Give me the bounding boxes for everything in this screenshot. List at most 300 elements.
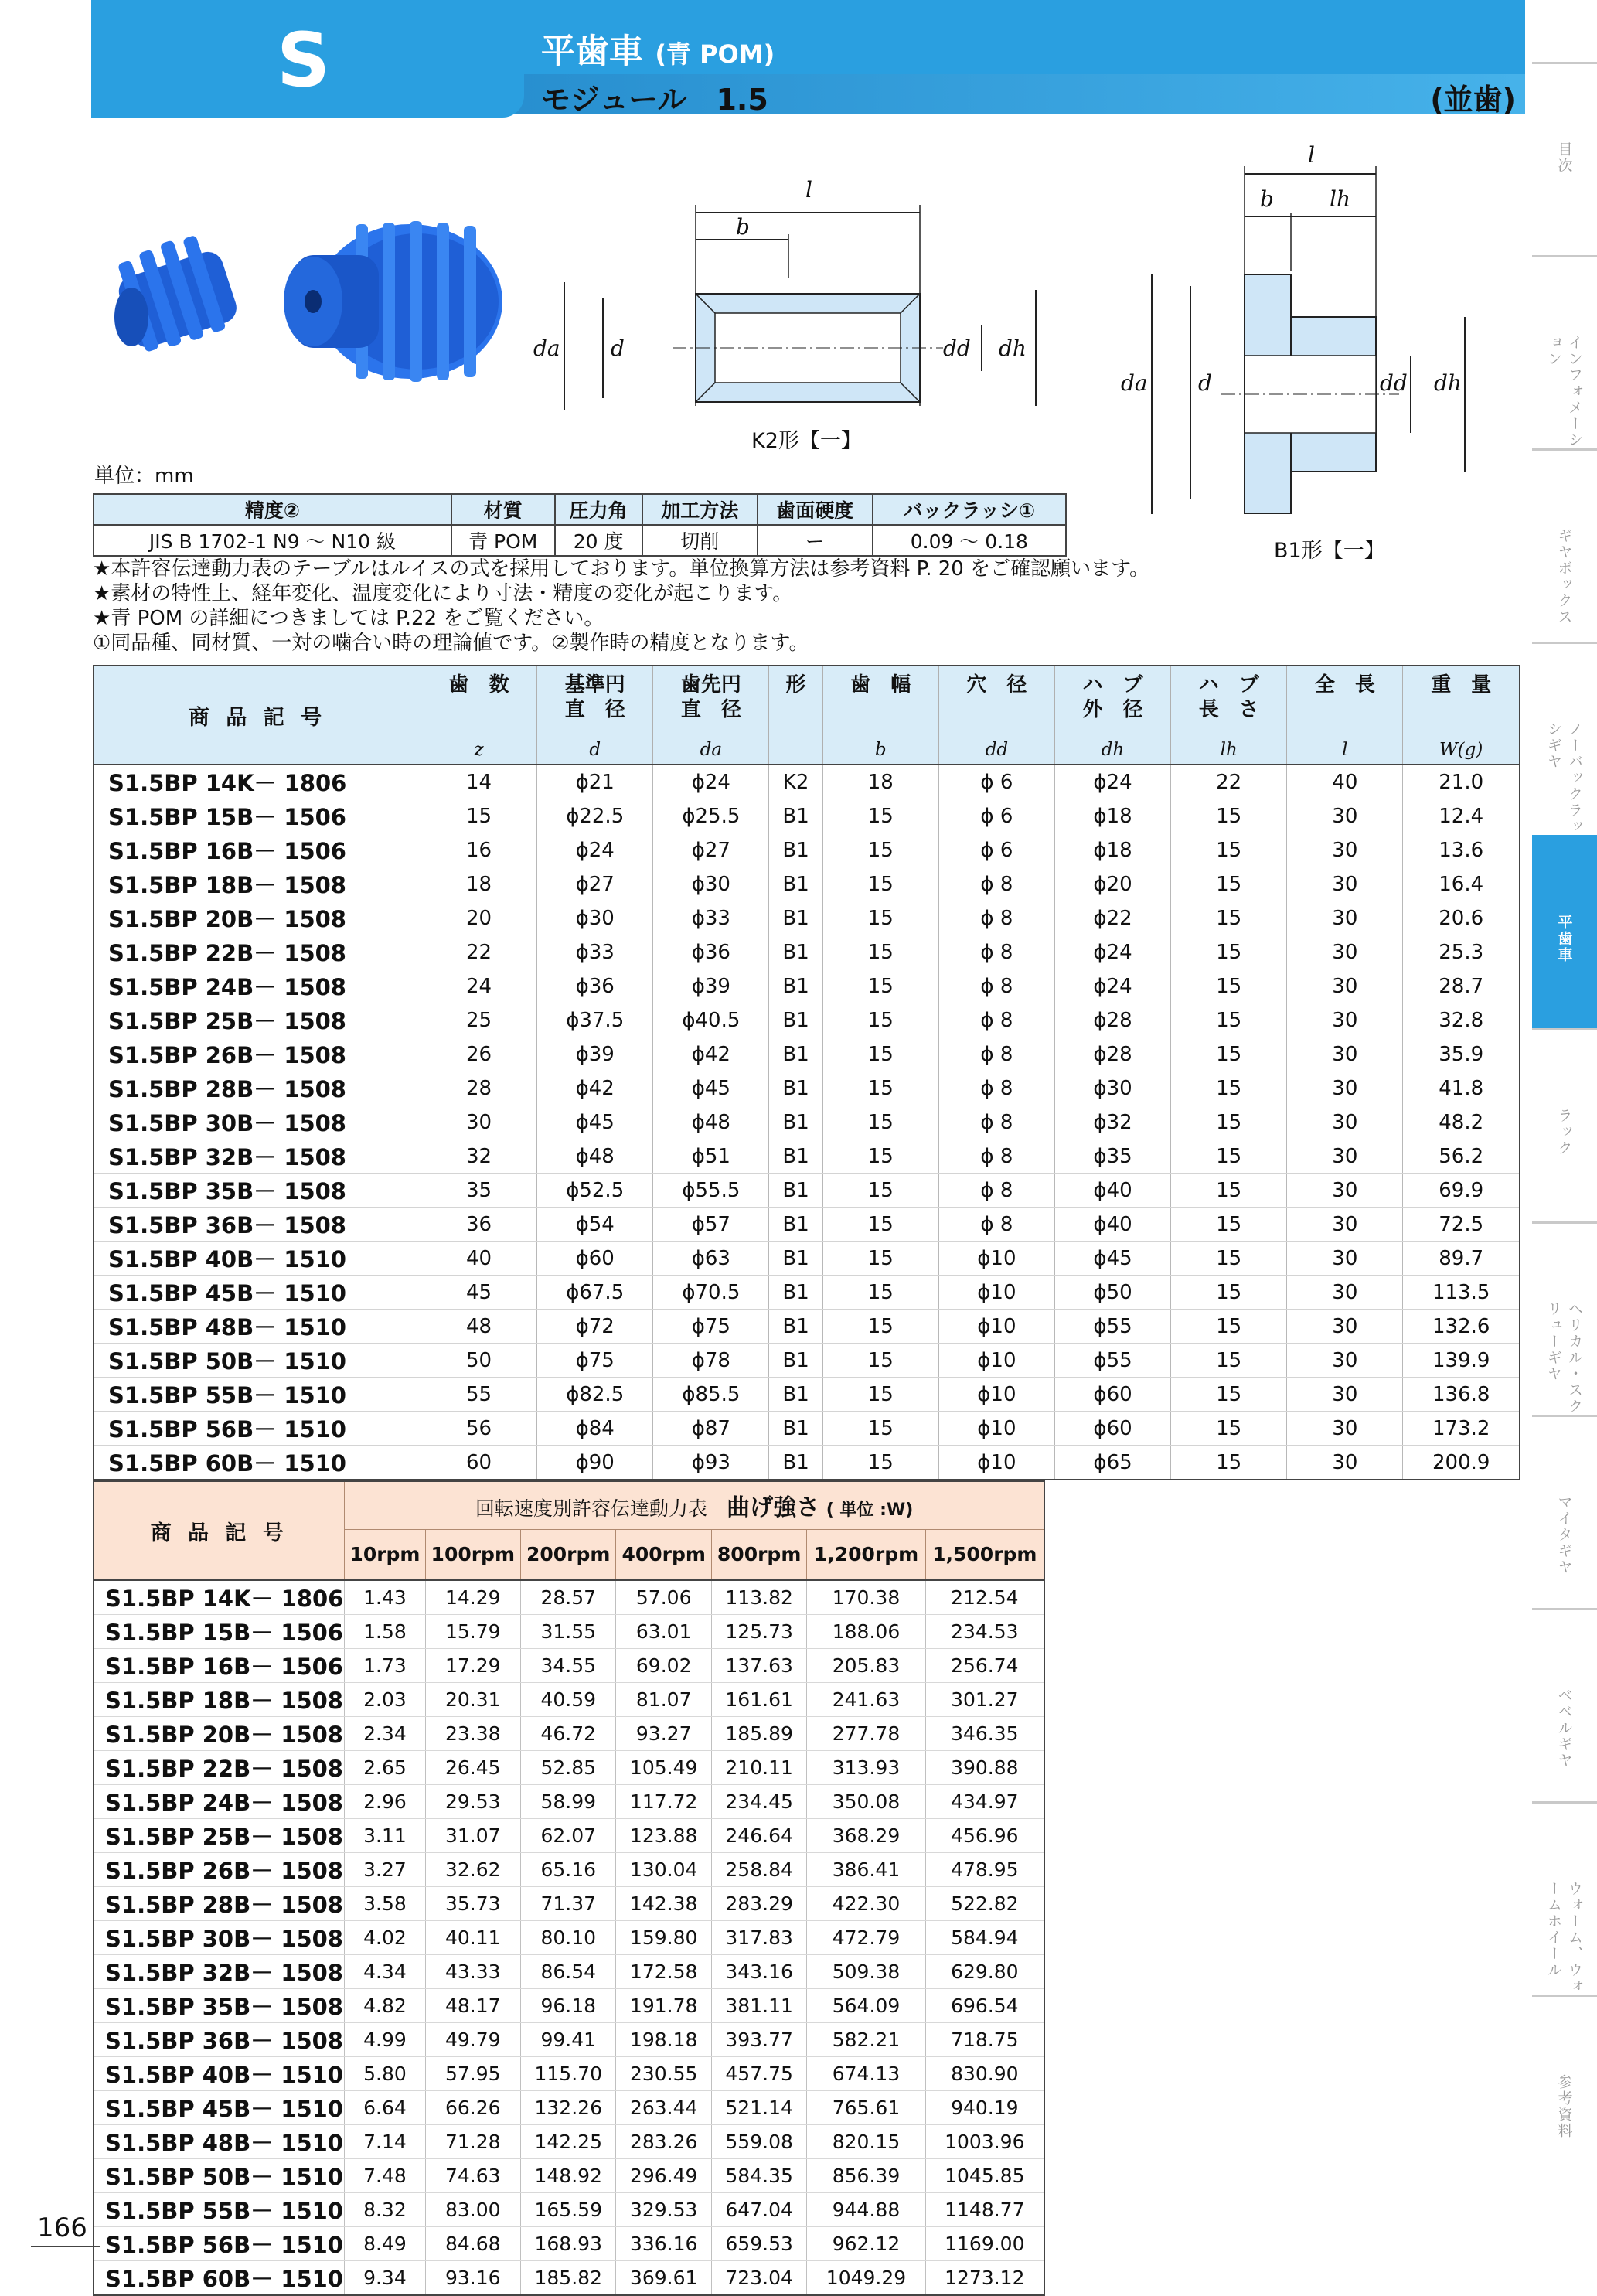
power-cell: 584.94 [925, 1921, 1044, 1955]
spec-header: 材質 [451, 494, 555, 525]
table-cell: 30 [1287, 969, 1403, 1003]
power-cell: 65.16 [521, 1853, 616, 1887]
table-cell: 21.0 [1403, 765, 1520, 799]
power-cell: 256.74 [925, 1649, 1044, 1683]
table-row [94, 1615, 1044, 1649]
table-row [94, 1887, 1044, 1921]
table-cell: ϕ28 [1054, 1037, 1170, 1071]
power-cell: 57.06 [616, 1580, 711, 1615]
power-cell: 478.95 [925, 1853, 1044, 1887]
power-cell: 40.11 [425, 1921, 520, 1955]
table-cell: 30 [1287, 1071, 1403, 1105]
power-cell: 212.54 [925, 1580, 1044, 1615]
power-cell: 142.38 [616, 1887, 711, 1921]
table-cell: ϕ50 [1054, 1276, 1170, 1310]
spec-cell: JIS B 1702-1 N9 〜 N10 級 [94, 525, 451, 556]
power-cell: 263.44 [616, 2091, 711, 2125]
table-cell: ϕ70.5 [653, 1276, 769, 1310]
table-cell: 30 [1287, 901, 1403, 935]
product-code: S1.5BP 35B－ 1508 [94, 1174, 421, 1208]
table-cell: ϕ55.5 [653, 1174, 769, 1208]
spec-cell: 青 POM [451, 525, 555, 556]
table-cell: 15 [822, 1276, 938, 1310]
b1-label-da: da [1121, 370, 1148, 396]
power-cell: 2.96 [345, 1785, 425, 1819]
table-cell: 200.9 [1403, 1446, 1520, 1480]
table-row [94, 969, 1520, 1003]
table-cell: B1 [769, 1446, 822, 1480]
table-cell: B1 [769, 1310, 822, 1344]
table-cell: B1 [769, 1208, 822, 1242]
table-cell: 15 [1171, 1344, 1287, 1378]
table-cell: 15 [1171, 1378, 1287, 1412]
power-cell: 1.73 [345, 1649, 425, 1683]
power-cell: 165.59 [521, 2193, 616, 2227]
power-table [93, 1480, 1045, 2296]
table-cell: ϕ24 [653, 765, 769, 799]
power-cell: 32.62 [425, 1853, 520, 1887]
power-cell: 168.93 [521, 2227, 616, 2261]
spec-header: 加工方法 [642, 494, 758, 525]
column-header: 歯 数 [421, 666, 537, 737]
power-cell: 185.82 [521, 2261, 616, 2296]
power-cell: 7.48 [345, 2159, 425, 2193]
power-cell: 296.49 [616, 2159, 711, 2193]
product-code: S1.5BP 14K－ 1806 [94, 1580, 345, 1615]
table-row [94, 1446, 1520, 1480]
table-cell: 30 [1287, 1310, 1403, 1344]
code-column-header: 商 品 記 号 [94, 666, 421, 765]
power-cell: 329.53 [616, 2193, 711, 2227]
table-row [94, 1717, 1044, 1751]
column-symbol: dd [938, 737, 1054, 765]
table-cell: 55 [421, 1378, 537, 1412]
table-cell: 30 [1287, 935, 1403, 969]
table-cell: 25 [421, 1003, 537, 1037]
column-symbol: lh [1171, 737, 1287, 765]
page-number-rule [31, 2246, 100, 2247]
table-cell: 15 [822, 935, 938, 969]
power-cell: 93.16 [425, 2261, 520, 2296]
product-code: S1.5BP 40B－ 1510 [94, 2057, 345, 2091]
table-cell: ϕ 8 [938, 1071, 1054, 1105]
power-cell: 659.53 [711, 2227, 806, 2261]
spec-header: バックラッシ① [873, 494, 1066, 525]
table-cell: 22 [421, 935, 537, 969]
table-cell: 15 [822, 799, 938, 833]
power-cell: 48.17 [425, 1989, 520, 2023]
power-cell: 86.54 [521, 1955, 616, 1989]
power-cell: 940.19 [925, 2091, 1044, 2125]
table-cell: ϕ36 [653, 935, 769, 969]
table-cell: 56.2 [1403, 1139, 1520, 1174]
table-cell: 30 [1287, 1344, 1403, 1378]
gear-photo [100, 216, 518, 387]
table-cell: ϕ45 [653, 1071, 769, 1105]
power-cell: 205.83 [807, 1649, 925, 1683]
table-cell: ϕ42 [537, 1071, 653, 1105]
gear-b1-image [284, 221, 502, 382]
sidebar-item-rack[interactable]: ラック [1532, 1028, 1597, 1221]
column-symbol [769, 737, 822, 765]
power-cell: 629.80 [925, 1955, 1044, 1989]
product-code: S1.5BP 30B－ 1508 [94, 1105, 421, 1139]
rpm-header: 200rpm [521, 1529, 616, 1580]
power-cell: 29.53 [425, 1785, 520, 1819]
power-cell: 234.45 [711, 1785, 806, 1819]
page-number: 166 [37, 2213, 87, 2243]
table-cell: 15 [1171, 799, 1287, 833]
table-cell: 15 [822, 1412, 938, 1446]
table-cell: 136.8 [1403, 1378, 1520, 1412]
tooth-type: (並歯) [1430, 83, 1516, 117]
product-code: S1.5BP 14K－ 1806 [94, 765, 421, 799]
power-cell: 26.45 [425, 1751, 520, 1785]
sidebar-item-reference[interactable]: 参考資料 [1532, 1995, 1597, 2188]
table-cell: ϕ24 [1054, 765, 1170, 799]
table-cell: ϕ 8 [938, 1003, 1054, 1037]
table-cell: 36 [421, 1208, 537, 1242]
power-cell: 23.38 [425, 1717, 520, 1751]
table-cell: ϕ63 [653, 1242, 769, 1276]
power-cell: 944.88 [807, 2193, 925, 2227]
table-cell: 15 [1171, 969, 1287, 1003]
power-cell: 4.99 [345, 2023, 425, 2057]
table-cell: B1 [769, 1276, 822, 1310]
power-cell: 170.38 [807, 1580, 925, 1615]
table-cell: 20.6 [1403, 901, 1520, 935]
table-cell: 48 [421, 1310, 537, 1344]
table-cell: 15 [1171, 1412, 1287, 1446]
b1-label-dd: dd [1380, 370, 1408, 396]
product-code: S1.5BP 48B－ 1510 [94, 1310, 421, 1344]
power-cell: 1169.00 [925, 2227, 1044, 2261]
power-cell: 7.14 [345, 2125, 425, 2159]
power-cell: 188.06 [807, 1615, 925, 1649]
table-cell: ϕ32 [1054, 1105, 1170, 1139]
table-cell: ϕ18 [1054, 833, 1170, 867]
table-cell: 15 [822, 833, 938, 867]
power-cell: 31.07 [425, 1819, 520, 1853]
table-cell: ϕ28 [1054, 1003, 1170, 1037]
table-cell: B1 [769, 799, 822, 833]
table-cell: ϕ18 [1054, 799, 1170, 833]
table-cell: ϕ55 [1054, 1310, 1170, 1344]
b1-label-l: l [1308, 143, 1315, 168]
sidebar-item-bevel[interactable]: ベベルギヤ [1532, 1608, 1597, 1801]
table-cell: ϕ24 [1054, 935, 1170, 969]
product-code: S1.5BP 32B－ 1508 [94, 1955, 345, 1989]
power-cell: 456.96 [925, 1819, 1044, 1853]
power-cell: 472.79 [807, 1921, 925, 1955]
table-cell: B1 [769, 969, 822, 1003]
power-cell: 1049.29 [807, 2261, 925, 2296]
table-cell: ϕ60 [1054, 1412, 1170, 1446]
note-line: ★素材の特性上、経年変化、温度変化により寸法・精度の変化が起こります。 [93, 582, 793, 605]
table-cell: 69.9 [1403, 1174, 1520, 1208]
table-cell: 15 [822, 1071, 938, 1105]
rpm-header: 800rpm [711, 1529, 806, 1580]
table-cell: ϕ75 [537, 1344, 653, 1378]
table-cell: B1 [769, 1174, 822, 1208]
power-cell: 390.88 [925, 1751, 1044, 1785]
product-code: S1.5BP 28B－ 1508 [94, 1887, 345, 1921]
table-cell: ϕ85.5 [653, 1378, 769, 1412]
sidebar-item-helical[interactable]: ヘリカル・スクリューギヤ [1532, 1221, 1597, 1415]
power-cell: 301.27 [925, 1683, 1044, 1717]
power-cell: 117.72 [616, 1785, 711, 1819]
power-cell: 381.11 [711, 1989, 806, 2023]
table-cell: 30 [1287, 799, 1403, 833]
table-cell: 12.4 [1403, 799, 1520, 833]
b1-label-lh: lh [1330, 186, 1350, 212]
sidebar-item-contents[interactable]: 目次 [1532, 62, 1597, 255]
power-cell: 105.49 [616, 1751, 711, 1785]
table-cell: ϕ60 [1054, 1378, 1170, 1412]
gear-k2-image [114, 235, 240, 353]
column-header: 重 量 [1403, 666, 1520, 737]
power-cell: 4.02 [345, 1921, 425, 1955]
table-row [94, 1242, 1520, 1276]
table-cell: 56 [421, 1412, 537, 1446]
power-cell: 674.13 [807, 2057, 925, 2091]
table-cell: 30 [1287, 1174, 1403, 1208]
sidebar-item-worm[interactable]: ウォーム、ウォームホイール [1532, 1801, 1597, 1995]
power-cell: 123.88 [616, 1819, 711, 1853]
table-cell: 30 [1287, 1105, 1403, 1139]
note-line: ①同品種、同材質、一対の噛合い時の理論値です。②製作時の精度となります。 [93, 632, 809, 655]
power-cell: 31.55 [521, 1615, 616, 1649]
power-cell: 1045.85 [925, 2159, 1044, 2193]
table-cell: 30 [1287, 1446, 1403, 1480]
power-cell: 71.37 [521, 1887, 616, 1921]
power-cell: 582.21 [807, 2023, 925, 2057]
table-cell: ϕ40 [1054, 1174, 1170, 1208]
power-cell: 185.89 [711, 1717, 806, 1751]
table-cell: ϕ 8 [938, 1208, 1054, 1242]
product-code: S1.5BP 55B－ 1510 [94, 1378, 421, 1412]
b1-label-d: d [1198, 370, 1212, 396]
table-cell: ϕ82.5 [537, 1378, 653, 1412]
table-cell: 15 [1171, 901, 1287, 935]
spec-header: 圧力角 [555, 494, 642, 525]
spec-cell: ー [758, 525, 873, 556]
power-cell: 718.75 [925, 2023, 1044, 2057]
power-cell: 457.75 [711, 2057, 806, 2091]
table-cell: ϕ39 [653, 969, 769, 1003]
product-code: S1.5BP 40B－ 1510 [94, 1242, 421, 1276]
table-cell: 15 [822, 1174, 938, 1208]
table-cell: 16.4 [1403, 867, 1520, 901]
column-header: 歯先円 直 径 [653, 666, 769, 737]
sidebar-item-no-backlash[interactable]: ノーバックラッシギヤ [1532, 642, 1597, 835]
table-cell: ϕ10 [938, 1344, 1054, 1378]
table-cell: ϕ30 [1054, 1071, 1170, 1105]
power-cell: 15.79 [425, 1615, 520, 1649]
table-row [94, 799, 1520, 833]
sidebar-item-information[interactable]: インフォメーション [1532, 255, 1597, 448]
table-cell: 15 [822, 867, 938, 901]
table-cell: ϕ51 [653, 1139, 769, 1174]
power-cell: 696.54 [925, 1989, 1044, 2023]
table-cell: ϕ22.5 [537, 799, 653, 833]
table-cell: 15 [822, 1446, 938, 1480]
table-cell: 15 [822, 1003, 938, 1037]
product-code: S1.5BP 24B－ 1508 [94, 1785, 345, 1819]
power-cell: 509.38 [807, 1955, 925, 1989]
table-cell: ϕ33 [537, 935, 653, 969]
table-cell: B1 [769, 935, 822, 969]
table-cell: 40 [421, 1242, 537, 1276]
table-row [94, 1853, 1044, 1887]
power-cell: 584.35 [711, 2159, 806, 2193]
table-cell: 32 [421, 1139, 537, 1174]
product-code: S1.5BP 15B－ 1506 [94, 1615, 345, 1649]
table-cell: B1 [769, 1412, 822, 1446]
column-symbol: z [421, 737, 537, 765]
table-cell: 30 [1287, 1378, 1403, 1412]
power-cell: 1148.77 [925, 2193, 1044, 2227]
power-cell: 393.77 [711, 2023, 806, 2057]
table-cell: 48.2 [1403, 1105, 1520, 1139]
table-cell: ϕ22 [1054, 901, 1170, 935]
table-row [94, 901, 1520, 935]
table-row [94, 1276, 1520, 1310]
table-cell: 139.9 [1403, 1344, 1520, 1378]
power-cell: 83.00 [425, 2193, 520, 2227]
table-row [94, 1785, 1044, 1819]
sidebar-item-miter[interactable]: マイタギヤ [1532, 1415, 1597, 1608]
power-cell: 564.09 [807, 1989, 925, 2023]
table-cell: ϕ48 [537, 1139, 653, 1174]
product-code: S1.5BP 15B－ 1506 [94, 799, 421, 833]
product-code: S1.5BP 56B－ 1510 [94, 1412, 421, 1446]
table-cell: 15 [822, 1344, 938, 1378]
table-cell: ϕ33 [653, 901, 769, 935]
power-cell: 99.41 [521, 2023, 616, 2057]
power-cell: 1273.12 [925, 2261, 1044, 2296]
table-row [94, 1139, 1520, 1174]
table-cell: ϕ10 [938, 1446, 1054, 1480]
table-row [94, 1649, 1044, 1683]
table-cell: 18 [822, 765, 938, 799]
power-cell: 830.90 [925, 2057, 1044, 2091]
table-cell: 24 [421, 969, 537, 1003]
power-cell: 159.80 [616, 1921, 711, 1955]
table-cell: 15 [1171, 833, 1287, 867]
table-row [94, 1412, 1520, 1446]
power-cell: 161.61 [711, 1683, 806, 1717]
product-code: S1.5BP 25B－ 1508 [94, 1003, 421, 1037]
k2-label-dd: dd [943, 336, 971, 361]
table-cell: ϕ21 [537, 765, 653, 799]
table-cell: 15 [1171, 1037, 1287, 1071]
power-cell: 313.93 [807, 1751, 925, 1785]
power-cell: 3.27 [345, 1853, 425, 1887]
table-cell: 30 [1287, 1276, 1403, 1310]
table-cell: 25.3 [1403, 935, 1520, 969]
table-cell: B1 [769, 1378, 822, 1412]
table-row [94, 2057, 1044, 2091]
table-cell: 14 [421, 765, 537, 799]
power-cell: 765.61 [807, 2091, 925, 2125]
table-cell: 20 [421, 901, 537, 935]
table-cell: ϕ10 [938, 1310, 1054, 1344]
power-cell: 258.84 [711, 1853, 806, 1887]
power-cell: 74.63 [425, 2159, 520, 2193]
table-cell: 15 [1171, 1242, 1287, 1276]
b1-caption: B1形【一】 [1274, 539, 1385, 563]
table-cell: K2 [769, 765, 822, 799]
table-cell: ϕ39 [537, 1037, 653, 1071]
product-code: S1.5BP 28B－ 1508 [94, 1071, 421, 1105]
power-cell: 43.33 [425, 1955, 520, 1989]
rpm-header: 100rpm [425, 1529, 520, 1580]
product-code: S1.5BP 36B－ 1508 [94, 2023, 345, 2057]
dimension-table [93, 665, 1520, 1480]
table-row [94, 867, 1520, 901]
table-cell: 15 [822, 1208, 938, 1242]
table-row [94, 1921, 1044, 1955]
table-cell: ϕ60 [537, 1242, 653, 1276]
unit-label: 単位：mm [94, 465, 194, 488]
k2-label-d: d [611, 336, 625, 361]
column-symbol: b [822, 737, 938, 765]
table-cell: 15 [1171, 1139, 1287, 1174]
sidebar-item-gearbox[interactable]: ギヤボックス [1532, 448, 1597, 642]
column-header: 歯 幅 [822, 666, 938, 737]
power-cell: 386.41 [807, 1853, 925, 1887]
table-cell: 15 [1171, 1208, 1287, 1242]
rpm-header: 10rpm [345, 1529, 425, 1580]
table-cell: 30 [421, 1105, 537, 1139]
table-cell: 15 [421, 799, 537, 833]
power-title: 回転速度別許容伝達動力表 曲げ強さ ( 単位 :W) [345, 1481, 1044, 1529]
table-row [94, 2193, 1044, 2227]
table-cell: B1 [769, 1105, 822, 1139]
table-cell: ϕ 6 [938, 799, 1054, 833]
table-cell: ϕ40 [1054, 1208, 1170, 1242]
power-cell: 283.26 [616, 2125, 711, 2159]
table-cell: 15 [822, 969, 938, 1003]
product-code: S1.5BP 24B－ 1508 [94, 969, 421, 1003]
table-cell: 35 [421, 1174, 537, 1208]
table-cell: 15 [822, 1139, 938, 1174]
table-cell: 15 [1171, 1446, 1287, 1480]
power-cell: 2.03 [345, 1683, 425, 1717]
spec-header: 精度② [94, 494, 451, 525]
table-cell: ϕ42 [653, 1037, 769, 1071]
power-cell: 317.83 [711, 1921, 806, 1955]
table-cell: 30 [1287, 1037, 1403, 1071]
table-cell: 50 [421, 1344, 537, 1378]
column-symbol: d [537, 737, 653, 765]
table-cell: 13.6 [1403, 833, 1520, 867]
table-cell: 15 [1171, 1071, 1287, 1105]
table-row [94, 833, 1520, 867]
power-cell: 283.29 [711, 1887, 806, 1921]
sidebar-item-spur-gear[interactable]: 平歯車 [1532, 835, 1597, 1028]
b1-label-b: b [1260, 186, 1274, 212]
power-cell: 35.73 [425, 1887, 520, 1921]
table-cell: 32.8 [1403, 1003, 1520, 1037]
power-cell: 113.82 [711, 1580, 806, 1615]
product-code: S1.5BP 48B－ 1510 [94, 2125, 345, 2159]
table-cell: ϕ54 [537, 1208, 653, 1242]
power-cell: 49.79 [425, 2023, 520, 2057]
power-cell: 5.80 [345, 2057, 425, 2091]
power-cell: 241.63 [807, 1683, 925, 1717]
